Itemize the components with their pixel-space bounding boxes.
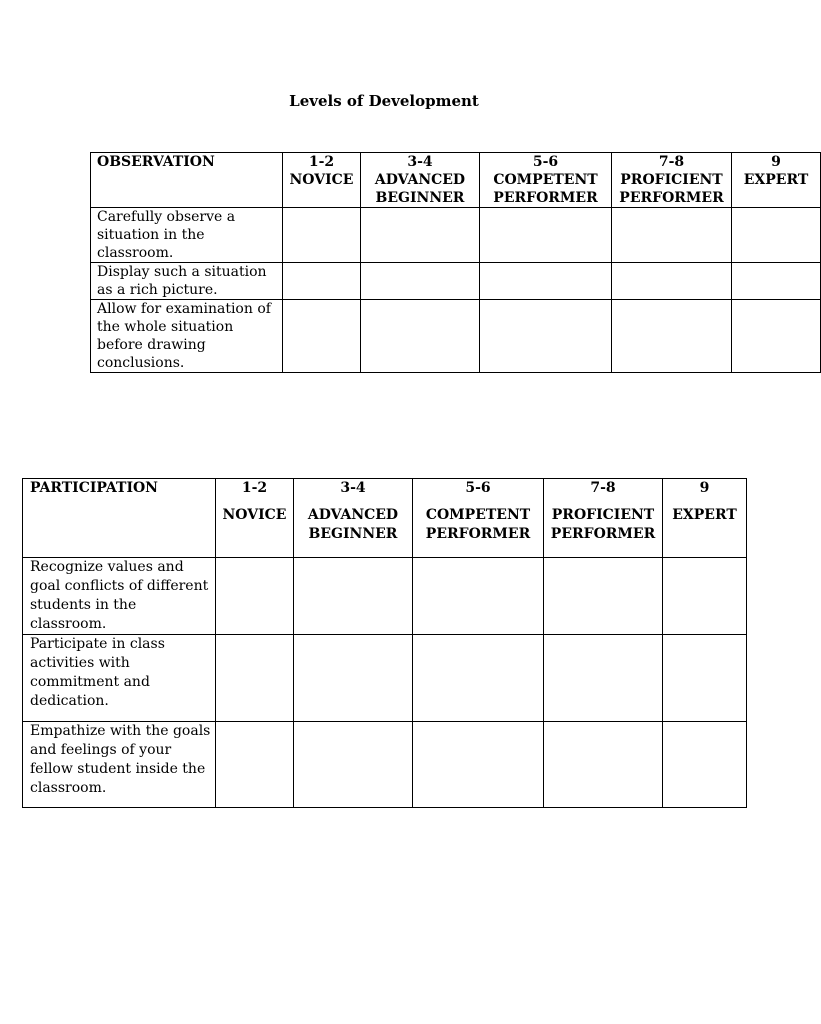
level-header-advanced-beginner (361, 153, 480, 208)
rating-cell[interactable] (294, 722, 413, 808)
rating-cell[interactable] (283, 300, 361, 373)
criterion-cell: Recognize values and goal conflicts of different students in the classroom. (23, 558, 216, 635)
rating-cell[interactable] (612, 263, 732, 300)
criterion-cell: Allow for examination of the whole situation before drawing conclusions. (91, 300, 283, 373)
rating-cell[interactable] (294, 635, 413, 722)
level-name: PROFICIENT (620, 172, 723, 188)
level-range: 1-2 (308, 154, 335, 170)
rating-cell[interactable] (283, 208, 361, 263)
level-name: ADVANCED (307, 507, 399, 523)
table-row (91, 300, 821, 373)
level-name-2: BEGINNER (375, 190, 465, 206)
rating-cell[interactable] (480, 263, 612, 300)
level-name: COMPETENT (425, 507, 531, 523)
level-name-2: PERFORMER (550, 526, 656, 542)
rating-cell[interactable] (612, 300, 732, 373)
criterion-cell: Display such a situation as a rich picture. (91, 263, 283, 300)
rating-cell[interactable] (283, 263, 361, 300)
level-name: NOVICE (222, 507, 287, 523)
level-header-competent-performer (413, 479, 544, 558)
rating-cell[interactable] (663, 635, 747, 722)
level-name: ADVANCED (374, 172, 466, 188)
rating-cell[interactable] (663, 558, 747, 635)
level-name-2: PERFORMER (425, 526, 531, 542)
table-row (23, 635, 747, 722)
level-header-novice (216, 479, 294, 558)
rating-cell[interactable] (544, 722, 663, 808)
rating-cell[interactable] (612, 208, 732, 263)
rating-cell[interactable] (663, 722, 747, 808)
level-range: 5-6 (465, 480, 491, 496)
level-name: COMPETENT (493, 172, 598, 188)
table-header-row (23, 479, 747, 558)
rating-cell[interactable] (413, 635, 544, 722)
rating-cell[interactable] (413, 722, 544, 808)
level-range: 3-4 (340, 480, 366, 496)
rating-cell[interactable] (216, 558, 294, 635)
level-name-2: PERFORMER (493, 190, 598, 206)
level-range: 9 (771, 154, 781, 170)
observation-table (90, 152, 821, 373)
level-name: EXPERT (743, 172, 809, 188)
rating-cell[interactable] (294, 558, 413, 635)
observation-table-region (90, 152, 809, 371)
level-range: 7-8 (658, 154, 685, 170)
rating-cell[interactable] (216, 722, 294, 808)
rating-cell[interactable] (361, 208, 480, 263)
rating-cell[interactable] (732, 208, 821, 263)
rating-cell[interactable] (480, 208, 612, 263)
level-range: 9 (699, 480, 710, 496)
rating-cell[interactable] (361, 300, 480, 373)
level-header-expert (663, 479, 747, 558)
rating-cell[interactable] (732, 300, 821, 373)
level-name: NOVICE (289, 172, 354, 188)
level-header-proficient-performer (612, 153, 732, 208)
rating-cell[interactable] (480, 300, 612, 373)
rating-cell[interactable] (732, 263, 821, 300)
level-name-2: PERFORMER (619, 190, 724, 206)
table-row (91, 208, 821, 263)
rating-cell[interactable] (413, 558, 544, 635)
level-name-2: BEGINNER (308, 526, 398, 542)
table-row (23, 558, 747, 635)
level-header-proficient-performer (544, 479, 663, 558)
table-header-row (91, 153, 821, 208)
table-row (23, 722, 747, 808)
participation-header: PARTICIPATION (23, 479, 216, 558)
level-name: EXPERT (672, 507, 737, 523)
level-header-expert (732, 153, 821, 208)
rating-cell[interactable] (216, 635, 294, 722)
table-row (91, 263, 821, 300)
level-range: 3-4 (407, 154, 433, 170)
rating-cell[interactable] (544, 635, 663, 722)
level-range: 7-8 (590, 480, 616, 496)
level-range: 1-2 (241, 480, 268, 496)
rating-cell[interactable] (361, 263, 480, 300)
level-header-advanced-beginner (294, 479, 413, 558)
level-name: PROFICIENT (551, 507, 655, 523)
page-title: Levels of Development (289, 92, 479, 110)
observation-header: OBSERVATION (91, 153, 283, 208)
criterion-cell: Empathize with the goals and feelings of your fellow student inside the classroom. (23, 722, 216, 808)
level-header-competent-performer (480, 153, 612, 208)
level-header-novice (283, 153, 361, 208)
rating-cell[interactable] (544, 558, 663, 635)
participation-table (22, 478, 747, 808)
criterion-cell: Carefully observe a situation in the classroom. (91, 208, 283, 263)
level-range: 5-6 (532, 154, 559, 170)
criterion-cell: Participate in class activities with commitment and dedication. (23, 635, 216, 722)
